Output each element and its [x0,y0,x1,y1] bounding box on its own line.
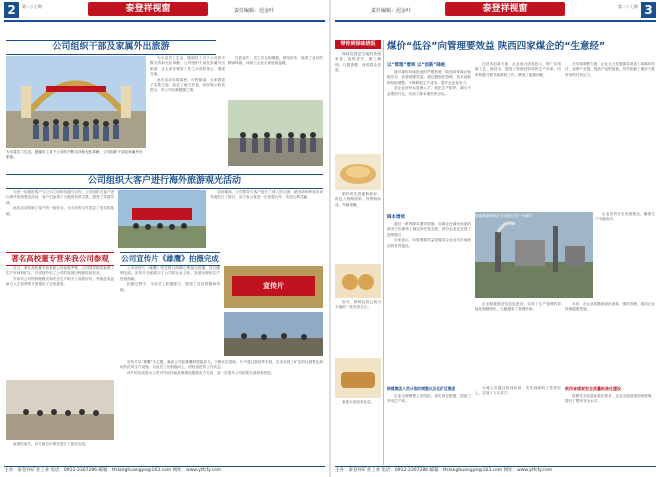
sidebar-divider [383,40,384,465]
main-article-col2: 在技术创新方面，企业加大研发投入，推广应用新工艺、新技术，提高了资源回收率和生产效率。同时积极开展节能降耗工作，降低了能源消耗。 [475,62,561,77]
main-article-col6: 企业积极推进信息化建设，实现了生产管理的智能化和精细化，大幅提高了管理效率。 [475,302,561,312]
photo-group-gate [6,56,146,148]
photo-food3 [335,358,381,398]
sidebar-col: 保味烧饭是当地的传统美食，选料讲究，做工精细，口感香醇，深受群众喜爱。 [335,52,381,73]
overseas-article-col2: 活动期间，公司领导与客户进行了深入的交流，就市场形势和未来发展进行了探讨，双方表示将进一步加强合作，实现互利共赢。 [210,190,323,200]
left-editor: 责任编辑：迟金叶 [234,8,275,14]
section1-title: 以“管理”增效 以“创新”降耗 [387,63,446,68]
right-issue-info: 第二十七期 [618,4,638,9]
visit-article-tail: 参观结束后，双方就合作事宜进行了座谈交流。 [13,442,89,446]
left-issue-info: 第二十七期 [22,4,42,9]
travel-article-col1: 为丰富员工生活，感谢员工对于公司的不断支持和无私奉献，公司组织干部及家属外出旅游，让大家在紧张工作之余放松身心，增进交流。 此次活动安排周密，行程紧凑，大家游览了名胜古迹，品尝了地方美食，纷纷表示收获很大，对公司充满感激之情。 [150,56,225,93]
food-illustration [335,154,381,190]
right-page-number: 3 [641,2,656,18]
photo1-caption: 为丰富员工生活，感谢员工对于公司的不断支持和无私奉献，公司组织干部及家属外出旅游。 [6,150,143,159]
banner-group-illustration [118,190,206,248]
photo-coalmine [475,212,593,298]
visit-article: 近日，著名高校董专营来我公司参观考察，公司领导陪同参观了生产车间和矿区，并详细介绍了公司的发展历程和经营状况。 专家对公司的管理模式和安全生产给予了高度评价，并就技术创新与人才培养等方面提出了宝贵意见。 [6,266,114,287]
main-article-col3: 在结构调整方面，企业大力发展煤炭深加工和循环经济，延伸产业链，提高产品附加值，有效化解了煤价下跌带来的经营压力。 [565,62,655,77]
travel-article-col2: 在旅途中，员工们互相照顾，团结协作，展现了良好的精神风貌，体现了企业大家庭的温暖。 [228,56,323,66]
left-masthead: 泰登祥视窗 [88,2,208,16]
sidebar-col4: 欢迎大家前来品尝。 [342,400,375,404]
photo-food2 [335,264,381,298]
section2-title: 降本增效 [387,215,405,220]
right-page [331,0,660,477]
headline-film: 公司宣传片《雄鹰》拍摄完成 [120,252,220,266]
left-header [4,2,325,22]
right-header [335,2,656,22]
visit-illustration [6,380,114,440]
food3-illustration [335,358,381,398]
left-footer: 主办：泰登祥矿业工业 电话：0912-2307286 邮箱：tfslanghuangye@163.com 网址：www.ytfcfy.com [4,466,325,475]
main-article-col5: 通过一系列降本增效措施，各煤企在煤价低迷的情况下仍保持了稳定的经营态势，部分企业还实现了逆势增长。 专家表示，向管理要效益是煤炭企业应对市场波动的有效途径。 [387,222,471,248]
headline-travel: 公司组织干部及家属外出旅游 [6,40,216,55]
photo-visit [6,380,114,440]
sidebar-col2: 制作时先将面粉和好，再包入特制馅料，经烤制而成，外酥里嫩。 [335,192,381,207]
right-editor: 责任编辑：迟金叶 [371,8,412,14]
section3-title: 陕煤集团人员分流的调整以及化矿区集团 [387,386,456,391]
bottom-title: 陕西省煤炭安全质量标准化建设 [565,386,621,391]
sidebar-title: 带你到保味烧饭 [335,40,381,49]
photo-film-crew [224,312,323,356]
sidebar-col3: 如今，保味烧饭已成为当地的一张美食名片。 [335,300,381,310]
gate-illustration [6,56,146,148]
film-article-col1: 公司宣传片《雄鹰》经过数月的精心筹备与拍摄，近日顺利完成。宣传片全面展示了公司的企业文化、发展历程和生产经营面貌。 拍摄过程中，全体员工积极配合，展现了良好的精神风貌。 [120,266,220,292]
left-page-number: 2 [4,2,19,18]
photo-film-banner [224,266,323,308]
group-illustration [228,100,323,166]
main-article-col9: 分流人员通过培训转岗，充实到新的工作岗位上，实现了人尽其才。 [475,386,561,396]
film-article-col2: 宣传片以“雄鹰”为主题，寓意公司如雄鹰般展翅高飞，不断开拓进取。片中通过航拍等手段，生动呈现了矿区的壮丽景色和现代化的生产设施，以及员工们积极向上、团结奋进的工作状态。 该片的完成将为公司对外宣传和品牌建设提供有力支持，进一步提升公司的知名度和美誉度。 [120,360,323,375]
photo-overseas [118,190,206,248]
right-masthead: 泰登祥视窗 [445,2,565,16]
photo-food [335,154,381,190]
headline-visit: 著名高校董专营来我公司参观 [6,252,114,266]
food2-illustration [335,264,381,298]
main-article-col1: 面对煤价持续低迷的严峻形势，陕西四家煤企积极应对，向管理要效益，通过精细化管理、技术创新和结构调整，不断降低生产成本，提升企业竞争力。 各企业纷纷从管理入手，优化生产组织，减少不必要的开支，实现了降本增效的目标。 [387,70,471,96]
film-crew-illustration [224,312,323,356]
photo-group-small [228,100,323,166]
main-article-col4: 企业坚持安全发展理念，确保生产平稳有序。 [595,212,655,222]
left-page [0,0,329,477]
main-article-col7: 未来，各企业将继续深化改革，强化管理，推动企业持续健康发展。 [565,302,655,312]
main-article-col10: 按照安全质量标准化要求，企业全面加强现场管理，提升了整体安全水平。 [565,394,655,404]
coalmine-caption: 陕煤集团黄陵矿业有限公司一号煤矿 [475,214,533,218]
right-headline: 煤价“低谷”向管理要效益 陕西四家煤企的“生意经” [387,41,606,52]
overseas-article-col1: 为进一步增进客户与公司之间的沟通与合作，公司组织大客户进行海外旅游观光活动，客户们参观了当地的风景名胜，感受了异国风情。 此次活动得到了客户的一致好评，为今后的合作奠定了坚实的基础。 [6,190,114,216]
headline-overseas: 公司组织大客户进行海外旅游观光活动 [6,174,323,189]
coalmine-illustration [475,212,593,298]
film-banner-text: 宣传片 [263,282,284,290]
main-article-col8: 企业合理调整人员结构，优化岗位配置，提高了劳动生产率。 [387,394,471,404]
right-footer: 主办：泰登祥矿业工业 电话：0912-2307286 邮箱：tfslanghuangye@163.com 网址：www.ytfcfy.com [335,466,656,475]
